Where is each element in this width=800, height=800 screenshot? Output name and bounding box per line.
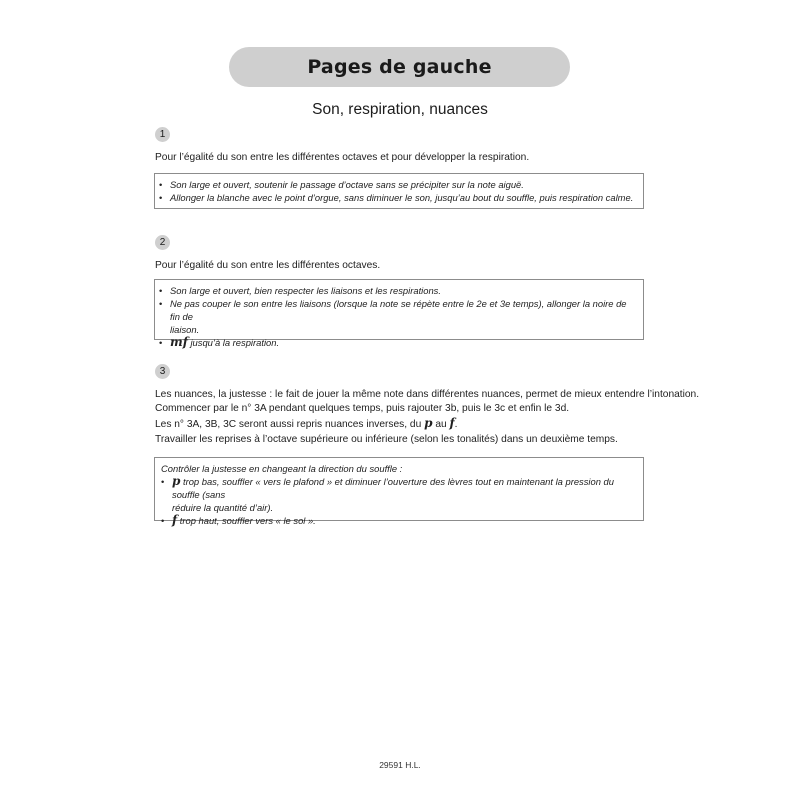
bullet-icon: • [161, 476, 165, 487]
section-2-number: 2 [155, 235, 170, 250]
section-2-note-3: • mf jusqu’à la respiration. [159, 335, 280, 349]
section-3-note-box [154, 457, 644, 527]
page-title: Pages de gauche [307, 56, 492, 78]
section-3-line-3: Les n° 3A, 3B, 3C seront aussi repris nuances inverses, du p au f. [155, 416, 458, 430]
bullet-icon: • [159, 298, 163, 309]
section-1-intro: Pour l’égalité du son entre les différentes octaves et pour développer la respiration. [155, 152, 530, 163]
section-3-number: 3 [155, 364, 170, 379]
f-dynamic-symbol: f [172, 513, 178, 527]
page-footer-code: 29591 H.L. [379, 760, 421, 770]
section-2-note-2: • Ne pas couper le son entre les liaisons (lorsque la note se répète entre le 2e et 3e temps), allonger la noire de fin de [159, 298, 627, 322]
section-3-note-p-continued: réduire la quantité d’air). [172, 502, 274, 513]
bullet-icon: • [161, 515, 165, 526]
bullet-icon: • [159, 285, 163, 296]
section-2-note-1: • Son large et ouvert, bien respecter les liaisons et les respirations. [159, 285, 441, 296]
section-1-note-1: • Son large et ouvert, soutenir le passage d’octave sans se précipiter sur la note aiguë. [159, 179, 524, 190]
section-2-note-2-continued: liaison. [170, 324, 200, 335]
page-title-banner [229, 47, 570, 87]
section-3-note-f: • f trop haut, souffler vers « le sol ». [161, 513, 316, 527]
section-3-line-1: Les nuances, la justesse : le fait de jouer la même note dans différentes nuances, permet de mieux entendre l’intonation. [155, 389, 700, 400]
section-1-number: 1 [155, 127, 170, 142]
section-2-intro: Pour l’égalité du son entre les différentes octaves. [155, 260, 381, 271]
section-3-line-2: Commencer par le n° 3A pendant quelques temps, puis rajouter 3b, puis le 3c et enfin le 3d. [155, 403, 570, 414]
section-3-note-p: • p trop bas, souffler « vers le plafond » et diminuer l’ouverture des lèvres tout en maintenant la pression du souffle (sans [161, 474, 614, 500]
section-2-note-box [154, 279, 644, 349]
f-dynamic-symbol: f [449, 416, 455, 430]
mf-dynamic-symbol: mf [170, 335, 188, 349]
bullet-icon: • [159, 179, 163, 190]
p-dynamic-symbol: p [424, 416, 433, 430]
bullet-icon: • [159, 192, 163, 203]
bullet-icon: • [159, 337, 163, 348]
section-1-note-box [154, 173, 644, 209]
p-dynamic-symbol: p [172, 474, 181, 488]
page-subtitle: Son, respiration, nuances [312, 101, 488, 118]
section-3-line-4: Travailler les reprises à l’octave supérieure ou inférieure (selon les tonalités) dans un deuxième temps. [155, 434, 618, 445]
section-1-note-2: • Allonger la blanche avec le point d’orgue, sans diminuer le son, jusqu’au bout du souffle, puis respiration calme. [159, 192, 634, 203]
section-3-box-intro: Contrôler la justesse en changeant la direction du souffle : [161, 463, 403, 474]
